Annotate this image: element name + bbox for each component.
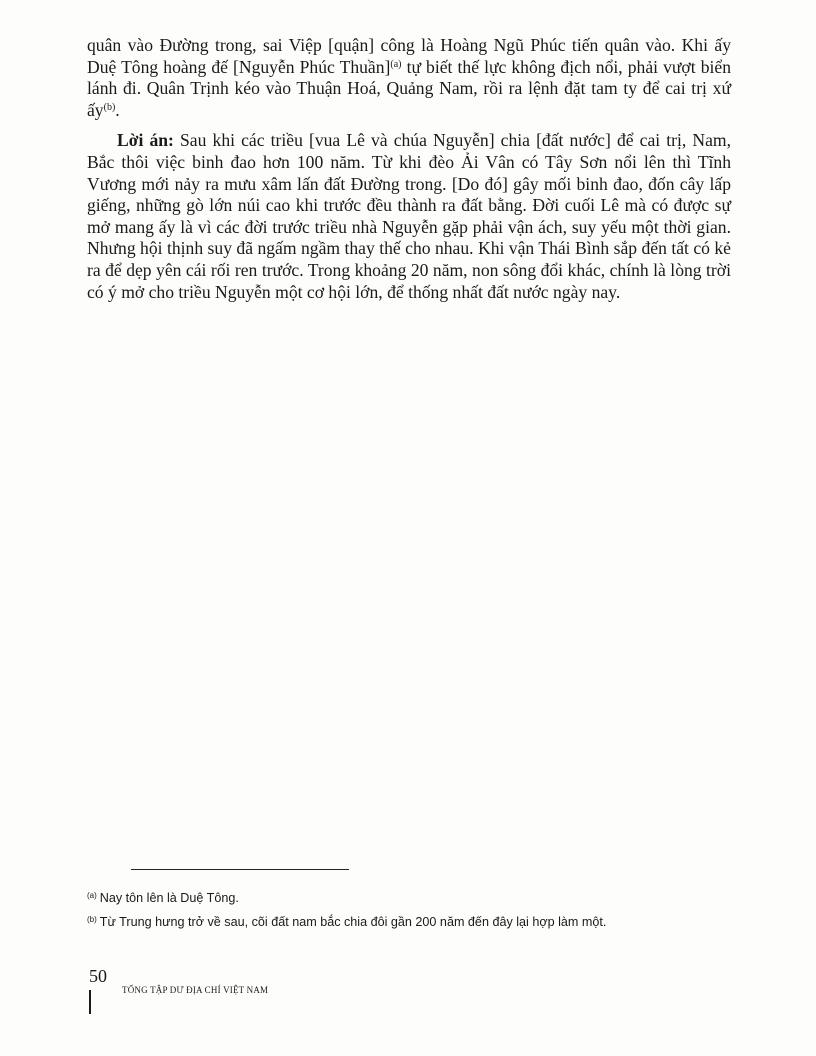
page-number: 50 — [89, 966, 107, 986]
footnote-b-text: Từ Trung hưng trở về sau, cõi đất nam bắc chia đôi gần 200 năm đến đây lại hợp làm một. — [99, 915, 607, 929]
paragraph-1-text-c: . — [115, 99, 120, 120]
footnote-a-mark: (a) — [87, 891, 97, 900]
footnote-a — [87, 885, 747, 909]
footnote-ref-b: (b) — [103, 101, 116, 113]
paragraph-2-text: Sau khi các triều [vua Lê và chúa Nguyễn] chia [đất nước] để cai trị, Nam, Bắc thôi việc binh đao hơn 100 năm. Từ khi đèo Ải Vân có Tây Sơn nổi lên thì Tĩnh Vương mới nảy ra mưu xâm lấn đất Đường trong. [Do đó] gây mối binh đao, đốn cây lấp giếng, những gò lớn núi cao khi trước đều thành ra đất bằng. Đời cuối Lê mà có được sự mở mang ấy là vì các đời trước triều nhà Nguyễn gặp phải vận ách, suy yếu một thời gian. Nhưng hội thịnh suy đã ngấm ngầm thay thế cho nhau. Khi vận Thái Bình sắp đến tất có kẻ ra để dẹp yên cái rối ren trước. Trong khoảng 20 năm, non sông đổi khác, chính là lòng trời có ý mở cho triều Nguyễn một cơ hội lớn, để thống nhất đất nước ngày nay. — [87, 130, 731, 302]
footnote-b-mark: (b) — [87, 915, 97, 924]
footnote-ref-a: (a) — [390, 58, 402, 70]
footnote-b — [87, 909, 747, 933]
footnote-divider — [131, 869, 349, 870]
paragraph-2 — [87, 130, 731, 303]
paragraph-1-text-b: tự biết thế lực không địch nổi, phải vượt biển lánh đi. Quân Trịnh kéo vào Thuận Hoá, Quảng Nam, rồi ra lệnh đặt tam ty để cai trị xứ ấy — [87, 56, 731, 120]
paragraph-1 — [87, 35, 731, 121]
page-number-bar — [89, 990, 91, 1014]
main-text — [87, 35, 731, 303]
footnote-a-text: Nay tôn lên là Duệ Tông. — [99, 891, 239, 905]
paragraph-1-text-a: quân vào Đường trong, sai Việp [quận] công là Hoàng Ngũ Phúc tiến quân vào. Khi ấy Duệ Tông hoàng đế [Nguyễn Phúc Thuần] — [87, 35, 731, 77]
footnotes — [87, 885, 747, 933]
running-title: TỔNG TẬP DƯ ĐỊA CHÍ VIỆT NAM — [122, 985, 269, 995]
commentary-lead: Lời án: — [117, 130, 174, 151]
